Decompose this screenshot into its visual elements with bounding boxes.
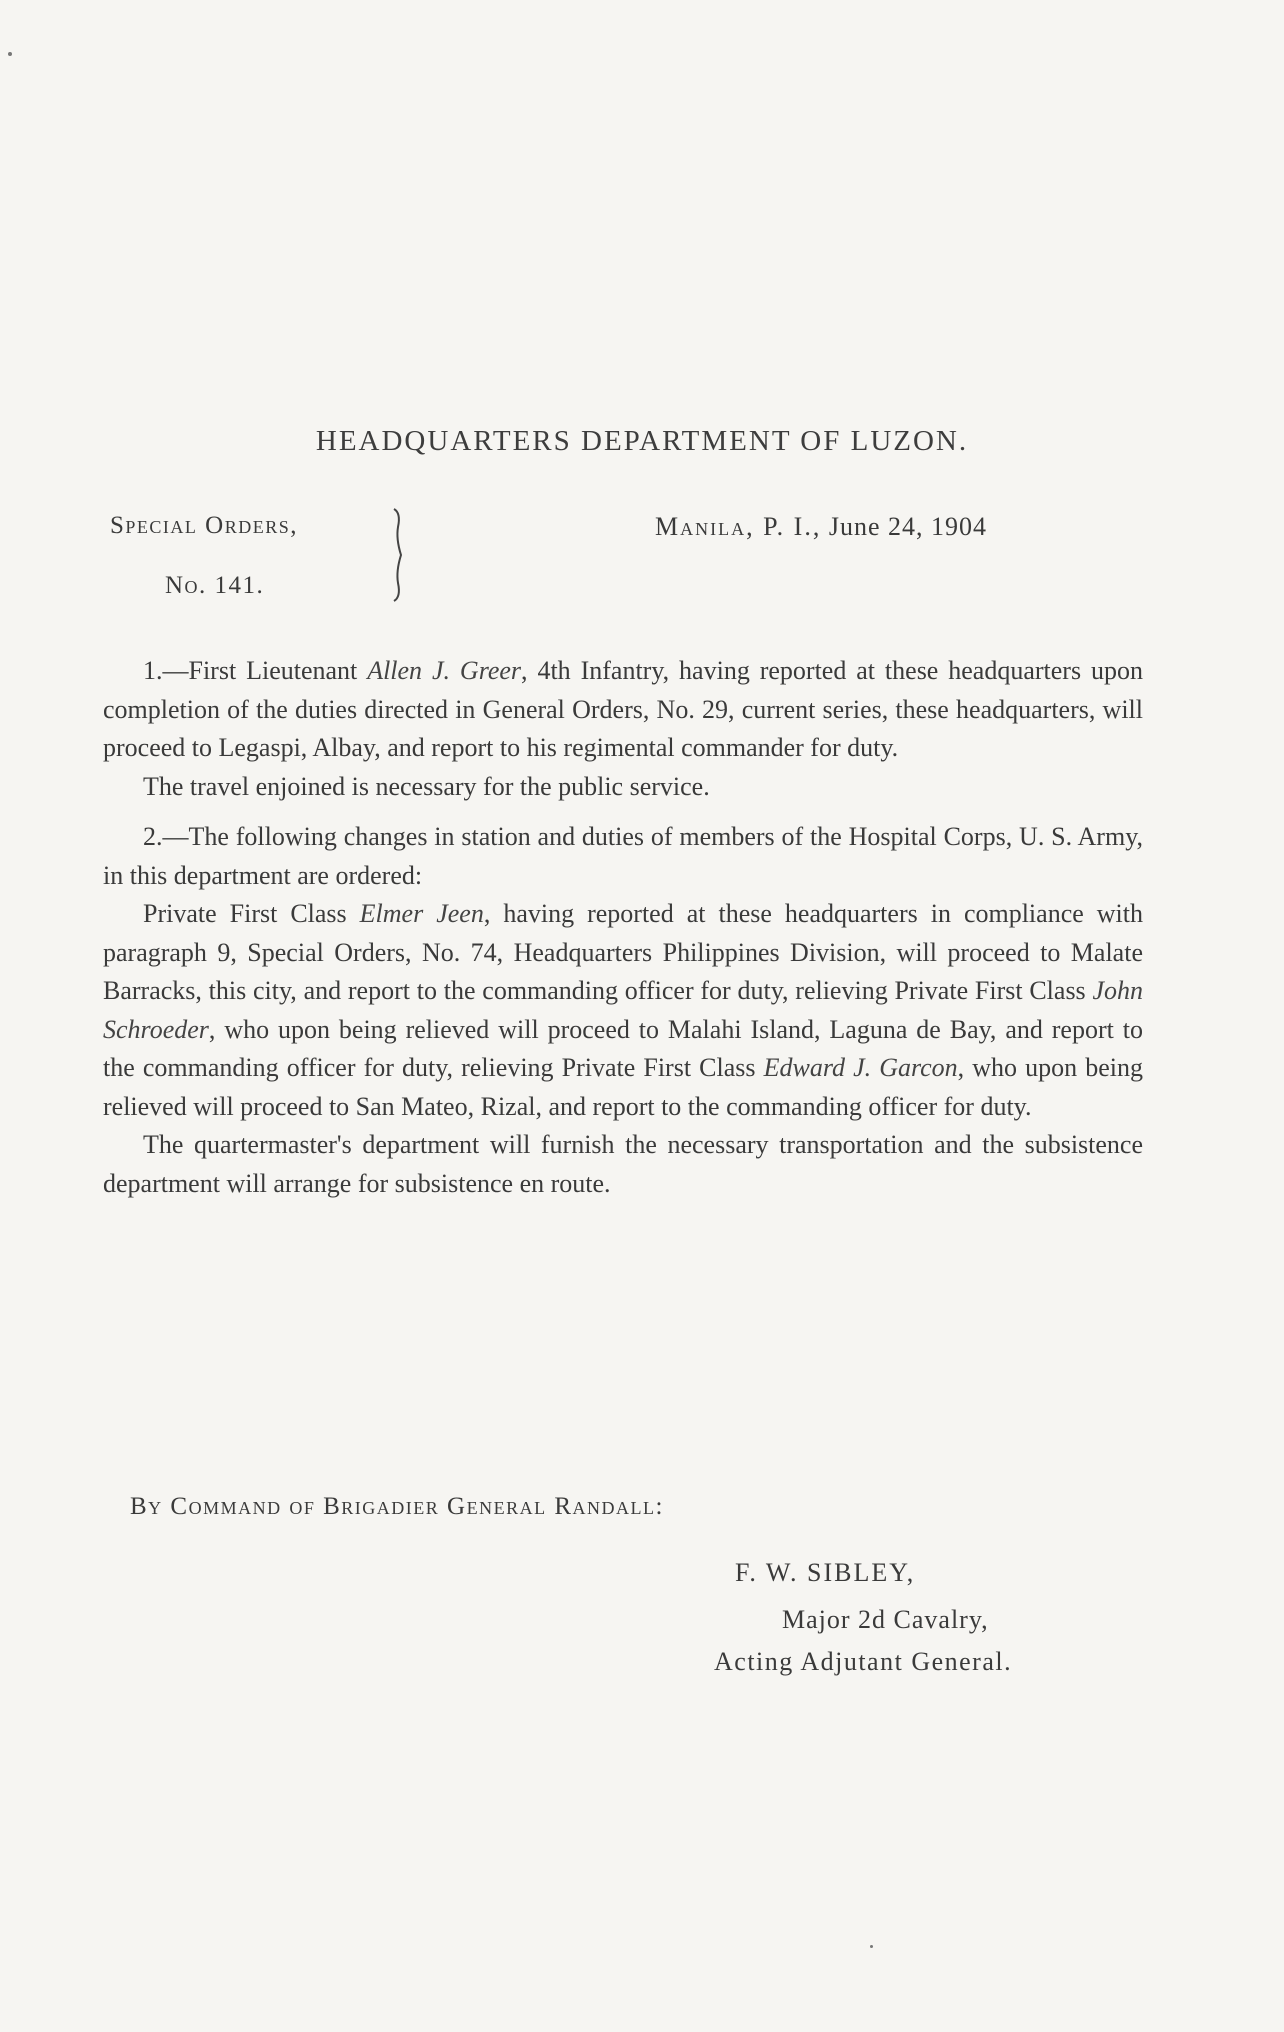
- paragraph-2-text: The following changes in station and duties of members of the Hospital Corps, U. S. Army, in this department are ordered:: [103, 822, 1143, 890]
- brace-icon: [390, 505, 404, 605]
- travel-note: The travel enjoined is necessary for the public service.: [143, 771, 710, 801]
- paragraph-3: [103, 895, 1143, 1126]
- paragraph-2-number: 2.—: [143, 822, 189, 851]
- soldier-name-1: Elmer Jeen: [359, 899, 484, 928]
- date-line: [655, 512, 987, 542]
- soldier-name-3: Edward J. Garcon: [763, 1053, 958, 1082]
- command-line: By Command of Brigadier General Randall:: [130, 1493, 664, 1520]
- paragraph-1-number: 1.—: [143, 656, 189, 685]
- signature-title: Acting Adjutant General.: [714, 1647, 1013, 1676]
- paragraph-1-text-b: , 4th Infantry, having reported at these headquarters upon completion of the duties directed in General Orders, No. 29, current series, these headquarters, will proceed to Legaspi, Albay, and report to his regimental commander for duty.: [103, 656, 1143, 762]
- special-orders-label: Special Orders,: [110, 512, 298, 539]
- paragraph-4: The quartermaster's department will furnish the necessary transportation and the subsistence department will arrange for subsistence en route.: [103, 1130, 1143, 1198]
- page-heading: HEADQUARTERS DEPARTMENT OF LUZON.: [315, 425, 969, 457]
- paper-speck: [870, 1945, 873, 1948]
- signature-name: F. W. SIBLEY,: [735, 1558, 916, 1587]
- soldier-name-2: John Schroeder: [103, 976, 1143, 1044]
- paragraph-3-text-a: Private First Class: [143, 899, 360, 928]
- officer-name: Allen J. Greer: [367, 656, 522, 685]
- paragraph-1-text-a: First Lieutenant: [188, 656, 368, 685]
- date: June 24, 1904: [828, 512, 988, 541]
- place: Manila, P. I.,: [655, 512, 822, 541]
- paragraph-3-text-d: , who upon being relieved will proceed to San Mateo, Rizal, and report to the commanding officer for duty.: [103, 1053, 1143, 1121]
- paragraph-3-text-b: , having reported at these headquarters in compliance with paragraph 9, Special Orders, No. 74, Headquarters Philippines Division, will proceed to Malate Barracks, this city, and report to the commanding officer for duty, relieving Private First Class: [103, 899, 1143, 1005]
- paragraph-2: [103, 818, 1143, 895]
- signature-rank: Major 2d Cavalry,: [782, 1605, 989, 1634]
- paper-speck: [8, 52, 12, 56]
- order-body: [103, 652, 1143, 1203]
- orders-number: No. 141.: [165, 572, 265, 599]
- paragraph-3-text-c: , who upon being relieved will proceed to Malahi Island, Laguna de Bay, and report to the commanding officer for duty, relieving Private First Class: [103, 1014, 1143, 1082]
- paragraph-1: [103, 652, 1143, 768]
